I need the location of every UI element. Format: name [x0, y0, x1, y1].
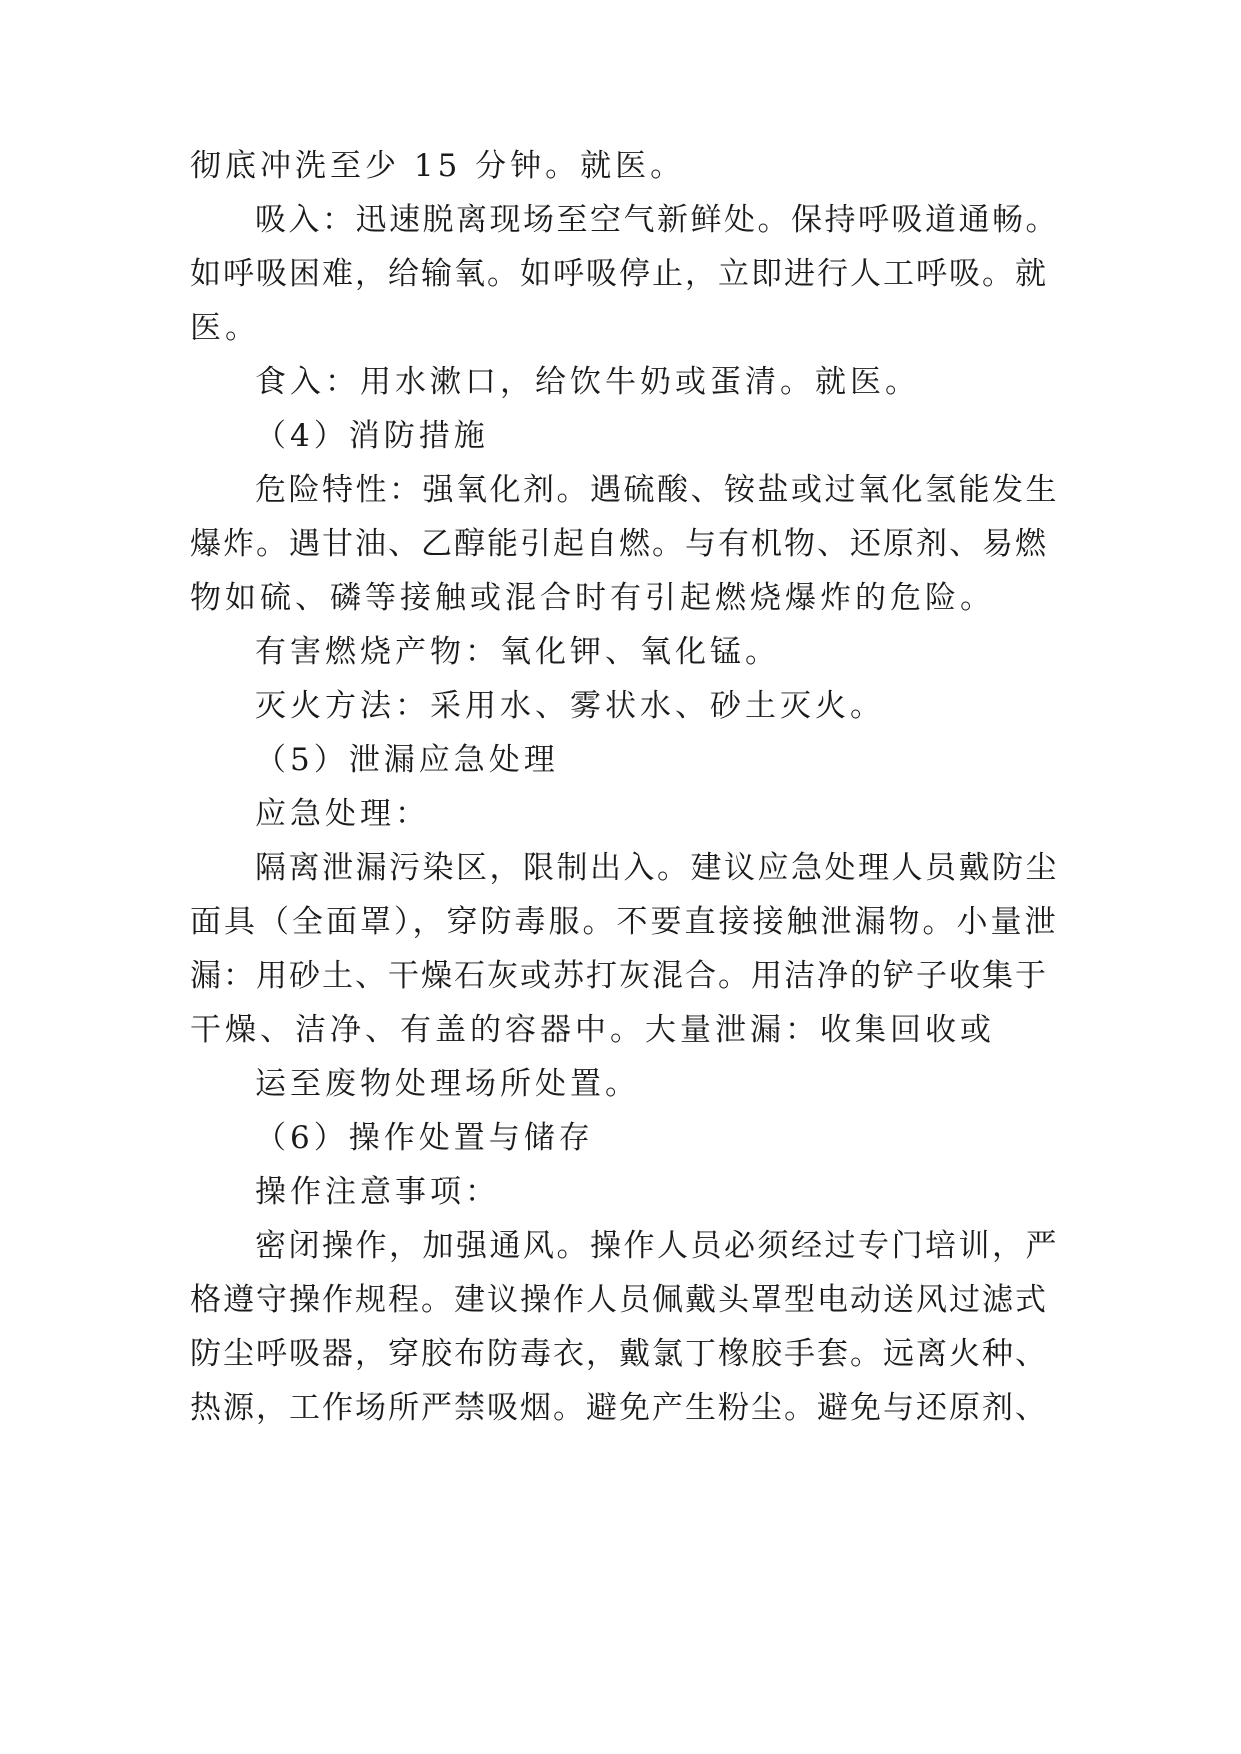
text-line: 隔离泄漏污染区，限制出入。建议应急处理人员戴防尘: [255, 850, 1059, 886]
text-line: 干燥、洁净、有盖的容器中。大量泄漏：收集回收或: [190, 1012, 995, 1048]
text-line: 食入：用水漱口，给饮牛奶或蛋清。就医。: [255, 364, 920, 400]
text-line: 医。: [190, 310, 260, 346]
text-line: 运至废物处理场所处置。: [255, 1066, 640, 1102]
text-line: 爆炸。遇甘油、乙醇能引起自燃。与有机物、还原剂、易燃: [190, 526, 1048, 562]
text-line: 物如硫、磷等接触或混合时有引起燃烧爆炸的危险。: [190, 580, 995, 616]
text-line: 危险特性：强氧化剂。遇硫酸、铵盐或过氧化氢能发生: [255, 472, 1059, 508]
text-line: 灭火方法：采用水、雾状水、砂土灭火。: [255, 688, 885, 724]
text-line: 操作注意事项：: [255, 1174, 500, 1210]
text-line: 热源，工作场所严禁吸烟。避免产生粉尘。避免与还原剂、: [190, 1390, 1048, 1426]
text-line: 有害燃烧产物：氧化钾、氧化锰。: [255, 634, 780, 670]
text-line: 吸入：迅速脱离现场至空气新鲜处。保持呼吸道通畅。: [255, 202, 1059, 238]
text-line: 应急处理：: [255, 796, 430, 832]
section-heading: （5）泄漏应急处理: [255, 742, 559, 778]
text-line: 面具（全面罩），穿防毒服。不要直接接触泄漏物。小量泄: [190, 904, 1059, 940]
text-line: 格遵守操作规程。建议操作人员佩戴头罩型电动送风过滤式: [190, 1282, 1048, 1318]
text-line: 密闭操作，加强通风。操作人员必须经过专门培训，严: [255, 1228, 1059, 1264]
text-line: 漏：用砂土、干燥石灰或苏打灰混合。用洁净的铲子收集于: [190, 958, 1048, 994]
section-heading: （4）消防措施: [255, 418, 489, 454]
text-line: 如呼吸困难，给输氧。如呼吸停止，立即进行人工呼吸。就: [190, 256, 1048, 292]
text-line: 彻底冲洗至少 15 分钟。就医。: [190, 148, 686, 184]
section-heading: （6）操作处置与储存: [255, 1120, 594, 1156]
text-line: 防尘呼吸器，穿胶布防毒衣，戴氯丁橡胶手套。远离火种、: [190, 1336, 1048, 1372]
